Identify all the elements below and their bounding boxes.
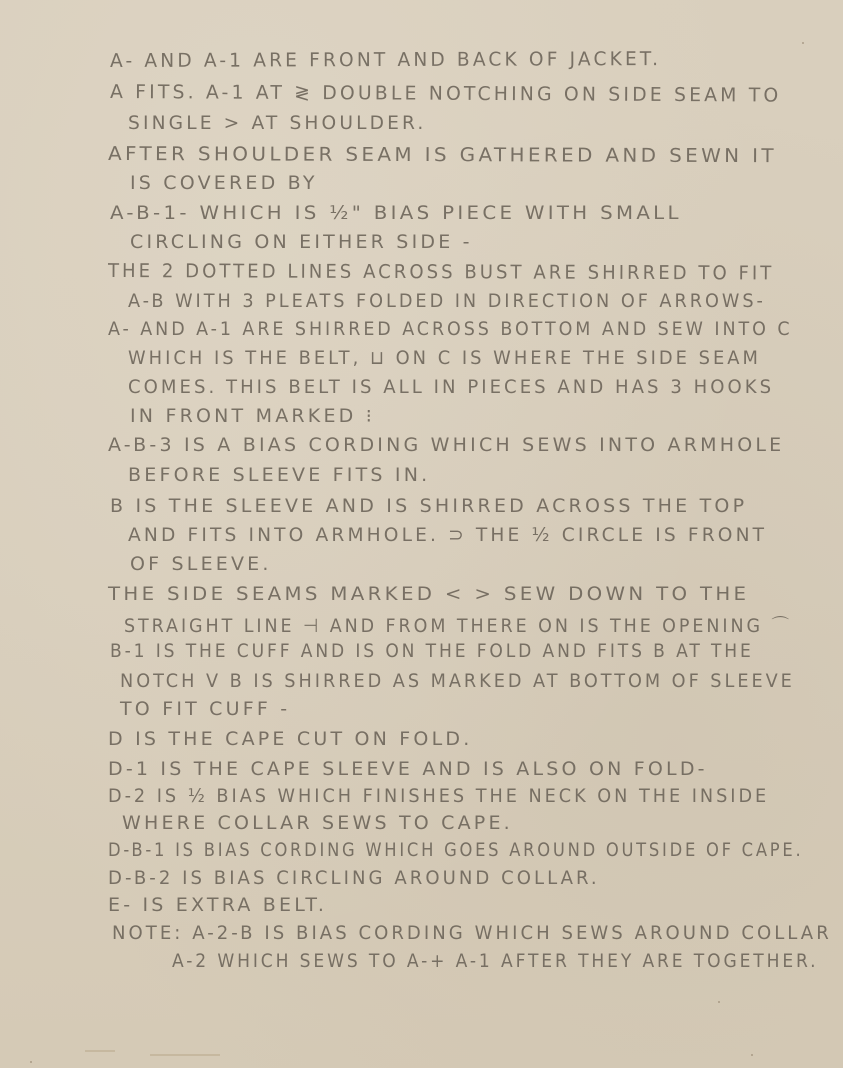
paper-speck	[30, 1061, 32, 1063]
text-line: D-B-2 IS BIAS CIRCLING AROUND COLLAR.	[108, 867, 600, 890]
text-line: B IS THE SLEEVE AND IS SHIRRED ACROSS THE TOP	[110, 494, 748, 517]
text-line: TO FIT CUFF -	[120, 698, 291, 721]
text-line: D IS THE CAPE CUT ON FOLD.	[108, 727, 473, 750]
text-line: STRAIGHT LINE ⊣ AND FROM THERE ON IS THE OPENING ⌒	[124, 615, 792, 638]
text-line: WHICH IS THE BELT, ⊔ ON C IS WHERE THE SIDE SEAM	[128, 347, 761, 370]
text-line: NOTE: A-2-B IS BIAS CORDING WHICH SEWS AROUND COLLAR	[112, 922, 832, 945]
text-line: A FITS. A-1 AT ≷ DOUBLE NOTCHING ON SIDE SEAM TO	[109, 81, 782, 107]
paper-speck	[718, 1001, 720, 1003]
text-line: IS COVERED BY	[130, 171, 318, 194]
text-line: A-B WITH 3 PLEATS FOLDED IN DIRECTION OF ARROWS-	[128, 289, 766, 312]
text-line: AND FITS INTO ARMHOLE. ⊃ THE ½ CIRCLE IS FRONT	[128, 524, 768, 547]
text-line: COMES. THIS BELT IS ALL IN PIECES AND HAS 3 HOOKS	[128, 375, 775, 398]
text-line: D-B-1 IS BIAS CORDING WHICH GOES AROUND OUTSIDE OF CAPE.	[108, 839, 804, 862]
text-line: SINGLE > AT SHOULDER.	[128, 112, 427, 135]
paper-smudge	[150, 1054, 220, 1056]
text-line: NOTCH V B IS SHIRRED AS MARKED AT BOTTOM OF SLEEVE	[120, 669, 795, 692]
paper-smudge	[85, 1050, 115, 1052]
text-line: THE SIDE SEAMS MARKED < > SEW DOWN TO THE	[108, 582, 750, 605]
paper-speck	[751, 1054, 753, 1056]
text-line: A-2 WHICH SEWS TO A-+ A-1 AFTER THEY ARE TOGETHER.	[172, 950, 819, 972]
text-line: WHERE COLLAR SEWS TO CAPE.	[122, 811, 513, 834]
text-line: A- AND A-1 ARE FRONT AND BACK OF JACKET.	[109, 48, 662, 72]
text-line: BEFORE SLEEVE FITS IN.	[128, 463, 431, 486]
text-line: IN FRONT MARKED ⁝	[130, 404, 375, 427]
text-line: D-2 IS ½ BIAS WHICH FINISHES THE NECK ON THE INSIDE	[108, 785, 770, 808]
text-line: A-B-3 IS A BIAS CORDING WHICH SEWS INTO ARMHOLE	[108, 434, 785, 457]
text-line: D-1 IS THE CAPE SLEEVE AND IS ALSO ON FOLD-	[108, 757, 708, 780]
text-line: E- IS EXTRA BELT.	[108, 894, 328, 917]
text-line: A-B-1- WHICH IS ½" BIAS PIECE WITH SMALL	[110, 201, 682, 224]
text-line: A- AND A-1 ARE SHIRRED ACROSS BOTTOM AND SEW INTO C	[108, 318, 793, 341]
paper-speck	[802, 42, 804, 44]
text-line: THE 2 DOTTED LINES ACROSS BUST ARE SHIRRED TO FIT	[107, 260, 775, 285]
text-line: AFTER SHOULDER SEAM IS GATHERED AND SEWN IT	[107, 142, 778, 168]
text-line: OF SLEEVE.	[130, 553, 272, 576]
text-line: B-1 IS THE CUFF AND IS ON THE FOLD AND FITS B AT THE	[110, 640, 754, 663]
text-line: CIRCLING ON EITHER SIDE -	[130, 230, 473, 253]
